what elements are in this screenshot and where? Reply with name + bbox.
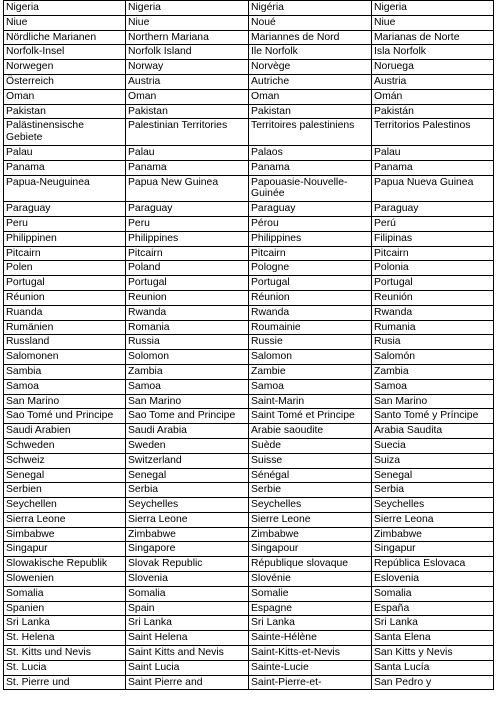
cell-spanish: Sri Lanka (372, 616, 494, 631)
cell-german: Nigeria (4, 1, 126, 16)
cell-english: Seychelles (126, 498, 249, 513)
cell-german: Norwegen (4, 60, 126, 75)
cell-german: Réunion (4, 290, 126, 305)
cell-french: Sierre Leone (249, 512, 372, 527)
cell-english: Romania (126, 320, 249, 335)
cell-spanish: Portugal (372, 276, 494, 291)
cell-french: Samoa (249, 379, 372, 394)
cell-english: Slovak Republic (126, 557, 249, 572)
table-row (4, 104, 494, 119)
cell-spanish: Austria (372, 74, 494, 89)
cell-spanish: Santa Elena (372, 631, 494, 646)
table-row (4, 30, 494, 45)
cell-spanish: Eslovenia (372, 572, 494, 587)
cell-english: Pitcairn (126, 246, 249, 261)
cell-german: Senegal (4, 468, 126, 483)
table-row (4, 586, 494, 601)
cell-german: Salomonen (4, 350, 126, 365)
cell-german: Palästinensische Gebiete (4, 119, 126, 146)
cell-french: Philippines (249, 231, 372, 246)
cell-french: Nigéria (249, 1, 372, 16)
cell-english: Sierra Leone (126, 512, 249, 527)
cell-spanish: Palau (372, 145, 494, 160)
cell-spanish: Panama (372, 160, 494, 175)
cell-english: Paraguay (126, 202, 249, 217)
cell-french: Espagne (249, 601, 372, 616)
cell-spanish: Paraguay (372, 202, 494, 217)
cell-french: Saint-Kitts-et-Nevis (249, 646, 372, 661)
cell-german: Singapur (4, 542, 126, 557)
cell-spanish: Nigeria (372, 1, 494, 16)
cell-spanish: Zimbabwe (372, 527, 494, 542)
cell-spanish: Salomón (372, 350, 494, 365)
cell-english: Switzerland (126, 453, 249, 468)
cell-english: Panama (126, 160, 249, 175)
cell-french: Seychelles (249, 498, 372, 513)
cell-english: Northern Mariana (126, 30, 249, 45)
cell-french: Slovénie (249, 572, 372, 587)
table-row (4, 660, 494, 675)
cell-english: Russia (126, 335, 249, 350)
cell-english: Palau (126, 145, 249, 160)
table-row (4, 512, 494, 527)
cell-french: Sainte-Hélène (249, 631, 372, 646)
cell-spanish: Niue (372, 15, 494, 30)
table-row (4, 119, 494, 146)
cell-english: Singapore (126, 542, 249, 557)
country-names-table (3, 0, 494, 690)
cell-spanish: Pakistán (372, 104, 494, 119)
cell-english: Spain (126, 601, 249, 616)
cell-german: Sao Tomé und Principe (4, 409, 126, 424)
cell-german: Österreich (4, 74, 126, 89)
cell-french: Portugal (249, 276, 372, 291)
cell-french: Palaos (249, 145, 372, 160)
table-row (4, 350, 494, 365)
cell-french: Sénégal (249, 468, 372, 483)
cell-spanish: Rusia (372, 335, 494, 350)
cell-english: Sweden (126, 438, 249, 453)
cell-spanish: Rwanda (372, 305, 494, 320)
cell-french: Serbie (249, 483, 372, 498)
cell-english: Norfolk Island (126, 45, 249, 60)
cell-french: Saint-Marin (249, 394, 372, 409)
cell-german: Niue (4, 15, 126, 30)
table-row (4, 15, 494, 30)
cell-german: Simbabwe (4, 527, 126, 542)
cell-french: Suisse (249, 453, 372, 468)
cell-spanish: Serbia (372, 483, 494, 498)
cell-english: Serbia (126, 483, 249, 498)
cell-french: Norvège (249, 60, 372, 75)
table-row (4, 60, 494, 75)
table-row (4, 468, 494, 483)
cell-french: Pérou (249, 216, 372, 231)
cell-french: Paraguay (249, 202, 372, 217)
cell-english: Rwanda (126, 305, 249, 320)
cell-spanish: Rumania (372, 320, 494, 335)
cell-english: Saint Helena (126, 631, 249, 646)
cell-english: Oman (126, 89, 249, 104)
cell-french: Zimbabwe (249, 527, 372, 542)
table-row (4, 175, 494, 202)
table-row (4, 631, 494, 646)
cell-german: Peru (4, 216, 126, 231)
cell-english: San Marino (126, 394, 249, 409)
cell-french: Zambie (249, 364, 372, 379)
table-row (4, 160, 494, 175)
cell-english: Saudi Arabia (126, 424, 249, 439)
table-row (4, 379, 494, 394)
cell-spanish: Somalia (372, 586, 494, 601)
cell-german: St. Pierre und (4, 675, 126, 690)
cell-english: Senegal (126, 468, 249, 483)
table-row (4, 572, 494, 587)
cell-french: Mariannes de Nord (249, 30, 372, 45)
table-row (4, 145, 494, 160)
cell-german: Papua-Neuguinea (4, 175, 126, 202)
cell-german: Slowenien (4, 572, 126, 587)
cell-german: Sambia (4, 364, 126, 379)
cell-german: Saudi Arabien (4, 424, 126, 439)
table-row (4, 616, 494, 631)
cell-german: Sri Lanka (4, 616, 126, 631)
cell-german: Nördliche Marianen (4, 30, 126, 45)
cell-spanish: Santo Tomé y Príncipe (372, 409, 494, 424)
cell-german: Seychellen (4, 498, 126, 513)
table-row (4, 527, 494, 542)
table-row (4, 646, 494, 661)
cell-german: St. Helena (4, 631, 126, 646)
cell-french: Rwanda (249, 305, 372, 320)
cell-spanish: Seychelles (372, 498, 494, 513)
cell-spanish: Santa Lucía (372, 660, 494, 675)
cell-spanish: Suiza (372, 453, 494, 468)
cell-english: Saint Kitts and Nevis (126, 646, 249, 661)
cell-spanish: Polonia (372, 261, 494, 276)
cell-english: Saint Lucia (126, 660, 249, 675)
table-row (4, 394, 494, 409)
table-row (4, 89, 494, 104)
cell-english: Nigeria (126, 1, 249, 16)
cell-english: Reunion (126, 290, 249, 305)
cell-french: Saint Tomé et Principe (249, 409, 372, 424)
table-row (4, 202, 494, 217)
cell-german: Palau (4, 145, 126, 160)
cell-spanish: Zambia (372, 364, 494, 379)
cell-german: Pakistan (4, 104, 126, 119)
cell-french: Oman (249, 89, 372, 104)
cell-spanish: Marianas de Norte (372, 30, 494, 45)
cell-english: Zambia (126, 364, 249, 379)
cell-spanish: Sierre Leona (372, 512, 494, 527)
cell-spanish: Samoa (372, 379, 494, 394)
table-row (4, 74, 494, 89)
cell-spanish: Omán (372, 89, 494, 104)
cell-french: Suède (249, 438, 372, 453)
table-row (4, 557, 494, 572)
cell-spanish: Filipinas (372, 231, 494, 246)
cell-french: République slovaque (249, 557, 372, 572)
table-row (4, 424, 494, 439)
cell-english: Poland (126, 261, 249, 276)
cell-english: Slovenia (126, 572, 249, 587)
table-row (4, 675, 494, 690)
cell-english: Philippines (126, 231, 249, 246)
cell-spanish: Papua Nueva Guinea (372, 175, 494, 202)
table-row (4, 246, 494, 261)
table-row (4, 438, 494, 453)
table-row (4, 483, 494, 498)
cell-french: Pakistan (249, 104, 372, 119)
cell-german: Pitcairn (4, 246, 126, 261)
cell-english: Samoa (126, 379, 249, 394)
cell-german: St. Kitts und Nevis (4, 646, 126, 661)
cell-french: Territoires palestiniens (249, 119, 372, 146)
cell-german: Panama (4, 160, 126, 175)
cell-german: Serbien (4, 483, 126, 498)
cell-english: Solomon (126, 350, 249, 365)
cell-spanish: San Pedro y (372, 675, 494, 690)
cell-german: Schweden (4, 438, 126, 453)
cell-german: Norfolk-Insel (4, 45, 126, 60)
cell-german: Schweiz (4, 453, 126, 468)
cell-french: Arabie saoudite (249, 424, 372, 439)
cell-french: Salomon (249, 350, 372, 365)
table-row (4, 290, 494, 305)
cell-german: St. Lucia (4, 660, 126, 675)
table-row (4, 320, 494, 335)
table-row (4, 453, 494, 468)
cell-french: Russie (249, 335, 372, 350)
cell-french: Pitcairn (249, 246, 372, 261)
cell-english: Palestinian Territories (126, 119, 249, 146)
table-row (4, 498, 494, 513)
cell-german: Oman (4, 89, 126, 104)
cell-english: Sao Tome and Principe (126, 409, 249, 424)
cell-english: Norway (126, 60, 249, 75)
cell-spanish: Arabia Saudita (372, 424, 494, 439)
cell-spanish: Reunión (372, 290, 494, 305)
cell-french: Somalie (249, 586, 372, 601)
table-row (4, 231, 494, 246)
cell-german: Portugal (4, 276, 126, 291)
cell-spanish: San Kitts y Nevis (372, 646, 494, 661)
cell-german: Paraguay (4, 202, 126, 217)
cell-english: Zimbabwe (126, 527, 249, 542)
cell-french: Singapour (249, 542, 372, 557)
cell-german: Russland (4, 335, 126, 350)
table-body (4, 1, 494, 690)
table-row (4, 542, 494, 557)
cell-german: Samoa (4, 379, 126, 394)
cell-spanish: Noruega (372, 60, 494, 75)
cell-german: Polen (4, 261, 126, 276)
table-row (4, 45, 494, 60)
cell-french: Roumainie (249, 320, 372, 335)
table-row (4, 335, 494, 350)
cell-spanish: Suecia (372, 438, 494, 453)
cell-spanish: Singapur (372, 542, 494, 557)
cell-spanish: Pitcairn (372, 246, 494, 261)
table-row (4, 1, 494, 16)
table-row (4, 364, 494, 379)
cell-french: Ile Norfolk (249, 45, 372, 60)
cell-english: Portugal (126, 276, 249, 291)
cell-english: Somalia (126, 586, 249, 601)
cell-spanish: Territorios Palestinos (372, 119, 494, 146)
cell-german: Somalia (4, 586, 126, 601)
cell-english: Papua New Guinea (126, 175, 249, 202)
cell-german: Rumänien (4, 320, 126, 335)
table-row (4, 601, 494, 616)
cell-german: Ruanda (4, 305, 126, 320)
cell-spanish: San Marino (372, 394, 494, 409)
cell-english: Austria (126, 74, 249, 89)
cell-french: Sainte-Lucie (249, 660, 372, 675)
table-row (4, 305, 494, 320)
cell-french: Réunion (249, 290, 372, 305)
cell-french: Noué (249, 15, 372, 30)
cell-english: Saint Pierre and (126, 675, 249, 690)
table-row (4, 261, 494, 276)
cell-german: Slowakische Republik (4, 557, 126, 572)
cell-german: Philippinen (4, 231, 126, 246)
document-page (3, 0, 494, 690)
cell-french: Autriche (249, 74, 372, 89)
cell-spanish: Senegal (372, 468, 494, 483)
cell-spanish: Isla Norfolk (372, 45, 494, 60)
cell-german: San Marino (4, 394, 126, 409)
cell-spanish: República Eslovaca (372, 557, 494, 572)
cell-english: Pakistan (126, 104, 249, 119)
cell-french: Sri Lanka (249, 616, 372, 631)
cell-spanish: España (372, 601, 494, 616)
table-row (4, 409, 494, 424)
cell-english: Niue (126, 15, 249, 30)
cell-spanish: Perú (372, 216, 494, 231)
cell-french: Panama (249, 160, 372, 175)
table-row (4, 216, 494, 231)
table-row (4, 276, 494, 291)
cell-french: Pologne (249, 261, 372, 276)
cell-english: Sri Lanka (126, 616, 249, 631)
cell-german: Spanien (4, 601, 126, 616)
cell-english: Peru (126, 216, 249, 231)
cell-german: Sierra Leone (4, 512, 126, 527)
cell-french: Saint-Pierre-et- (249, 675, 372, 690)
cell-french: Papouasie-Nouvelle-Guinée (249, 175, 372, 202)
